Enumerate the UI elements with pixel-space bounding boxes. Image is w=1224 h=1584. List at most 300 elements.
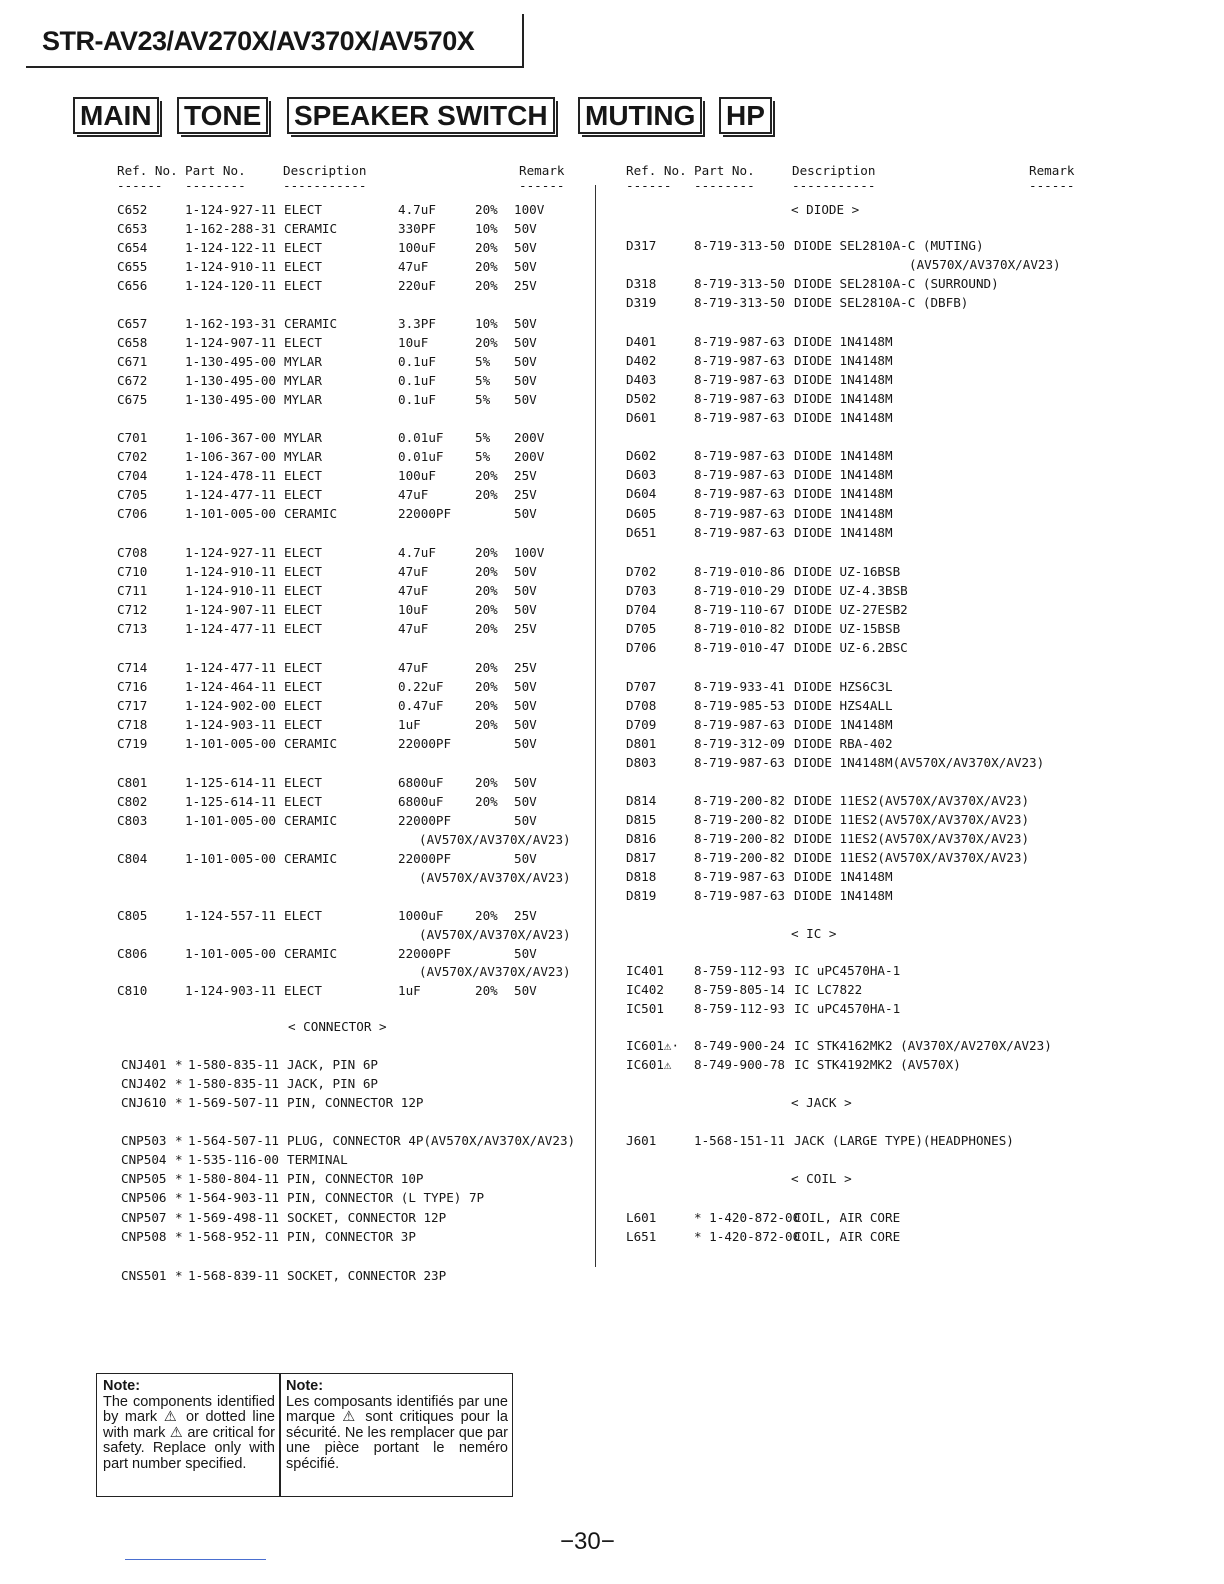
part-no: 1-101-005-00: [185, 851, 276, 866]
part-no: 1-124-477-11: [185, 487, 276, 502]
ref-no: D818: [626, 869, 657, 884]
right-dash-ref: ------: [626, 178, 672, 193]
voltage: 25V: [514, 468, 537, 483]
voltage: 50V: [514, 813, 537, 828]
ref-no: C718: [117, 717, 148, 732]
ref-no: CNP507: [121, 1210, 167, 1225]
description: ELECT: [284, 487, 322, 502]
part-no: 8-759-805-14: [694, 982, 785, 997]
description: DIODE 1N4148M: [794, 410, 893, 425]
description: ELECT: [284, 335, 322, 350]
part-no: 8-759-112-93: [694, 1001, 785, 1016]
ref-no: CNP506: [121, 1190, 167, 1205]
tolerance: 5%: [475, 354, 491, 369]
ref-no: C713: [117, 621, 148, 636]
voltage: 200V: [514, 449, 545, 464]
safety-note-french: [286, 1379, 508, 1472]
ref-no: D814: [626, 793, 657, 808]
description: ELECT: [284, 468, 322, 483]
description: ELECT: [284, 259, 322, 274]
description: DIODE HZS6C3L: [794, 679, 893, 694]
description: CERAMIC: [284, 813, 338, 828]
description: DIODE 11ES2(AV570X/AV370X/AV23): [794, 831, 1030, 846]
ref-no: C804: [117, 851, 148, 866]
value: 220uF: [398, 278, 436, 293]
voltage: 100V: [514, 202, 545, 217]
part-no: 1-568-151-11: [694, 1133, 785, 1148]
ref-no: D319: [626, 295, 657, 310]
part-no: 8-719-200-82: [694, 812, 785, 827]
ref-no: D709: [626, 717, 657, 732]
description: IC STK4162MK2 (AV370X/AV270X/AV23): [794, 1038, 1052, 1053]
value: 47uF: [398, 564, 429, 579]
part-no: 1-564-507-11: [188, 1133, 279, 1148]
tolerance: 20%: [475, 278, 498, 293]
ref-no: D604: [626, 486, 657, 501]
tolerance: 20%: [475, 717, 498, 732]
tolerance: 20%: [475, 583, 498, 598]
voltage: 50V: [514, 717, 537, 732]
value: 22000PF: [398, 851, 452, 866]
value: 0.1uF: [398, 392, 436, 407]
note-divider: [279, 1374, 281, 1496]
voltage: 25V: [514, 487, 537, 502]
description: MYLAR: [284, 373, 322, 388]
ref-no: D801: [626, 736, 657, 751]
description: (AV570X/AV370X/AV23): [909, 257, 1061, 272]
voltage: 25V: [514, 278, 537, 293]
tolerance: 20%: [475, 564, 498, 579]
description: ELECT: [284, 583, 322, 598]
description: DIODE SEL2810A-C (SURROUND): [794, 276, 999, 291]
description: PIN, CONNECTOR (L TYPE) 7P: [287, 1190, 485, 1205]
part-no: 8-719-200-82: [694, 850, 785, 865]
section-tab-hp: HP: [719, 97, 772, 134]
ref-no: D317: [626, 238, 657, 253]
voltage: 50V: [514, 392, 537, 407]
description: JACK, PIN 6P: [287, 1076, 378, 1091]
part-no: 1-130-495-00: [185, 392, 276, 407]
ref-no: C712: [117, 602, 148, 617]
left-dash-description: -----------: [283, 178, 367, 193]
description: < DIODE >: [791, 202, 860, 217]
voltage: 100V: [514, 545, 545, 560]
note-text-french: Les composants identifiés par une marque ⚠ sont critiques pour la sécurité. Ne les remplacer que par une pièce portant le neméro spécifié.: [286, 1393, 508, 1472]
part-no: 8-719-985-53: [694, 698, 785, 713]
description: ELECT: [284, 621, 322, 636]
tolerance: 20%: [475, 698, 498, 713]
section-tab-main: MAIN: [73, 97, 159, 134]
ref-no: D816: [626, 831, 657, 846]
description: DIODE UZ-4.3BSB: [794, 583, 908, 598]
part-no: 8-749-900-78: [694, 1057, 785, 1072]
voltage: 50V: [514, 983, 537, 998]
ref-no: C704: [117, 468, 148, 483]
tolerance: 20%: [475, 468, 498, 483]
ref-no: L601: [626, 1210, 657, 1225]
description: DIODE 1N4148M: [794, 467, 893, 482]
description: DIODE 11ES2(AV570X/AV370X/AV23): [794, 793, 1030, 808]
description: PIN, CONNECTOR 3P: [287, 1229, 416, 1244]
part-no: 1-130-495-00: [185, 354, 276, 369]
part-no: 8-719-010-82: [694, 621, 785, 636]
tolerance: 20%: [475, 621, 498, 636]
ref-no: C803: [117, 813, 148, 828]
ref-no: D703: [626, 583, 657, 598]
voltage: 50V: [514, 240, 537, 255]
value: 22000PF: [398, 813, 452, 828]
value: 47uF: [398, 583, 429, 598]
part-no: 8-719-987-63: [694, 869, 785, 884]
part-no: 1-580-804-11: [188, 1171, 279, 1186]
ref-no: C717: [117, 698, 148, 713]
ref-no: D706: [626, 640, 657, 655]
ref-no: D403: [626, 372, 657, 387]
voltage: 50V: [514, 679, 537, 694]
voltage: 50V: [514, 564, 537, 579]
description: SOCKET, CONNECTOR 12P: [287, 1210, 447, 1225]
description: DIODE 1N4148M: [794, 717, 893, 732]
value: 47uF: [398, 621, 429, 636]
remark: (AV570X/AV370X/AV23): [419, 832, 571, 847]
tolerance: 20%: [475, 545, 498, 560]
footer-line: [125, 1559, 266, 1560]
ref-no: C706: [117, 506, 148, 521]
safety-note-english: [103, 1379, 275, 1472]
ref-no: C711: [117, 583, 148, 598]
safety-mark: *: [175, 1268, 183, 1283]
tolerance: 20%: [475, 983, 498, 998]
value: 1uF: [398, 983, 421, 998]
ref-no: IC501: [626, 1001, 664, 1016]
description: < IC >: [791, 926, 837, 941]
voltage: 50V: [514, 794, 537, 809]
part-no: 1-101-005-00: [185, 813, 276, 828]
title-vertical-rule: [522, 14, 524, 68]
description: PIN, CONNECTOR 10P: [287, 1171, 424, 1186]
left-dash-part: --------: [185, 178, 246, 193]
ref-no: C705: [117, 487, 148, 502]
part-no: 1-569-498-11: [188, 1210, 279, 1225]
voltage: 50V: [514, 602, 537, 617]
description: ELECT: [284, 679, 322, 694]
part-no: 1-106-367-00: [185, 430, 276, 445]
tolerance: 20%: [475, 602, 498, 617]
part-no: 1-124-927-11: [185, 545, 276, 560]
part-no: 1-124-910-11: [185, 564, 276, 579]
value: 6800uF: [398, 794, 444, 809]
left-dash-ref: ------: [117, 178, 163, 193]
part-no: 8-719-987-63: [694, 353, 785, 368]
part-no: 1-580-835-11: [188, 1076, 279, 1091]
part-no: 8-719-010-47: [694, 640, 785, 655]
right-dash-remark: ------: [1029, 178, 1075, 193]
description: DIODE 1N4148M: [794, 391, 893, 406]
ref-no: J601: [626, 1133, 657, 1148]
part-no: 8-719-987-63: [694, 755, 785, 770]
description: < COIL >: [791, 1171, 852, 1186]
description: ELECT: [284, 794, 322, 809]
voltage: 50V: [514, 506, 537, 521]
description: JACK (LARGE TYPE)(HEADPHONES): [794, 1133, 1014, 1148]
voltage: 50V: [514, 583, 537, 598]
part-no: 8-719-987-63: [694, 525, 785, 540]
description: ELECT: [284, 545, 322, 560]
part-no: 1-101-005-00: [185, 506, 276, 521]
value: 3.3PF: [398, 316, 436, 331]
ref-no: D815: [626, 812, 657, 827]
part-no: 1-568-839-11: [188, 1268, 279, 1283]
ref-no: D605: [626, 506, 657, 521]
description: DIODE 1N4148M: [794, 372, 893, 387]
tolerance: 5%: [475, 392, 491, 407]
ref-no: C805: [117, 908, 148, 923]
description: CERAMIC: [284, 506, 338, 521]
description: DIODE 1N4148M: [794, 486, 893, 501]
part-no: 1-580-835-11: [188, 1057, 279, 1072]
ref-no: CNJ610: [121, 1095, 167, 1110]
description: DIODE UZ-16BSB: [794, 564, 901, 579]
part-no: 1-124-122-11: [185, 240, 276, 255]
note-text-english: The components identified by mark ⚠ or dotted line with mark ⚠ are critical for safety. Replace only with part number specified.: [103, 1393, 275, 1472]
voltage: 50V: [514, 354, 537, 369]
description: CERAMIC: [284, 736, 338, 751]
part-no: 8-719-987-63: [694, 486, 785, 501]
ref-no: D402: [626, 353, 657, 368]
ref-no: C716: [117, 679, 148, 694]
part-no: 1-101-005-00: [185, 736, 276, 751]
section-tab-speaker-switch: SPEAKER SWITCH: [287, 97, 555, 134]
ref-no: C655: [117, 259, 148, 274]
part-no: 1-162-288-31: [185, 221, 276, 236]
voltage: 50V: [514, 775, 537, 790]
description: CERAMIC: [284, 221, 338, 236]
right-header-ref: Ref. No.: [626, 163, 687, 178]
ref-no: C719: [117, 736, 148, 751]
voltage: 50V: [514, 698, 537, 713]
part-no: 8-719-987-63: [694, 372, 785, 387]
part-no: 1-162-193-31: [185, 316, 276, 331]
ref-no: C802: [117, 794, 148, 809]
ref-no: L651: [626, 1229, 657, 1244]
description: DIODE 1N4148M: [794, 334, 893, 349]
value: 0.1uF: [398, 354, 436, 369]
section-tab-muting: MUTING: [578, 97, 702, 134]
ref-no: C671: [117, 354, 148, 369]
ref-no: IC601⚠·: [626, 1038, 680, 1053]
right-dash-part: --------: [694, 178, 755, 193]
description: DIODE 1N4148M: [794, 888, 893, 903]
left-header-part: Part No.: [185, 163, 246, 178]
part-no: * 1-420-872-00: [694, 1229, 801, 1244]
voltage: 25V: [514, 908, 537, 923]
safety-mark: *: [175, 1095, 183, 1110]
description: IC uPC4570HA-1: [794, 1001, 901, 1016]
model-title: STR-AV23/AV270X/AV370X/AV570X: [42, 26, 475, 56]
ref-no: CNP503: [121, 1133, 167, 1148]
part-no: 8-719-987-63: [694, 506, 785, 521]
title-underline: [26, 66, 524, 68]
description: ELECT: [284, 908, 322, 923]
part-no: 8-719-987-63: [694, 717, 785, 732]
part-no: 8-719-010-29: [694, 583, 785, 598]
ref-no: C675: [117, 392, 148, 407]
description: ELECT: [284, 983, 322, 998]
part-no: 8-719-313-50: [694, 276, 785, 291]
safety-mark: *: [175, 1076, 183, 1091]
description: DIODE SEL2810A-C (DBFB): [794, 295, 969, 310]
part-no: 8-719-313-50: [694, 295, 785, 310]
value: 4.7uF: [398, 202, 436, 217]
page-number: −30−: [560, 1528, 615, 1555]
tolerance: 20%: [475, 259, 498, 274]
description: DIODE 1N4148M(AV570X/AV370X/AV23): [794, 755, 1045, 770]
safety-mark: *: [175, 1057, 183, 1072]
tolerance: 20%: [475, 202, 498, 217]
left-dash-remark: ------: [519, 178, 565, 193]
value: 0.22uF: [398, 679, 444, 694]
description: CERAMIC: [284, 946, 338, 961]
connector-heading: < CONNECTOR >: [288, 1019, 387, 1034]
ref-no: D702: [626, 564, 657, 579]
safety-mark: *: [175, 1133, 183, 1148]
part-no: 1-124-907-11: [185, 602, 276, 617]
part-no: 1-124-477-11: [185, 621, 276, 636]
description: MYLAR: [284, 392, 322, 407]
value: 100uF: [398, 240, 436, 255]
ref-no: D502: [626, 391, 657, 406]
safety-mark: *: [175, 1171, 183, 1186]
value: 1000uF: [398, 908, 444, 923]
description: DIODE 1N4148M: [794, 506, 893, 521]
description: ELECT: [284, 240, 322, 255]
value: 0.1uF: [398, 373, 436, 388]
note-heading-french: Note:: [286, 1378, 324, 1394]
voltage: 50V: [514, 259, 537, 274]
description: ELECT: [284, 717, 322, 732]
voltage: 50V: [514, 335, 537, 350]
ref-no: C657: [117, 316, 148, 331]
description: IC uPC4570HA-1: [794, 963, 901, 978]
tolerance: 20%: [475, 487, 498, 502]
right-header-part: Part No.: [694, 163, 755, 178]
part-no: 1-125-614-11: [185, 775, 276, 790]
safety-note-box: [96, 1373, 513, 1497]
part-no: 1-535-116-00: [188, 1152, 279, 1167]
description: MYLAR: [284, 354, 322, 369]
description: CERAMIC: [284, 316, 338, 331]
part-no: 1-106-367-00: [185, 449, 276, 464]
part-no: 1-124-902-00: [185, 698, 276, 713]
part-no: 1-124-477-11: [185, 660, 276, 675]
tolerance: 20%: [475, 240, 498, 255]
ref-no: IC402: [626, 982, 664, 997]
description: COIL, AIR CORE: [794, 1229, 901, 1244]
description: IC LC7822: [794, 982, 863, 997]
ref-no: C658: [117, 335, 148, 350]
ref-no: D817: [626, 850, 657, 865]
description: DIODE UZ-27ESB2: [794, 602, 908, 617]
ref-no: D603: [626, 467, 657, 482]
voltage: 25V: [514, 621, 537, 636]
ref-no: D651: [626, 525, 657, 540]
description: ELECT: [284, 775, 322, 790]
part-no: 8-719-313-50: [694, 238, 785, 253]
part-no: 1-124-927-11: [185, 202, 276, 217]
description: CERAMIC: [284, 851, 338, 866]
description: SOCKET, CONNECTOR 23P: [287, 1268, 447, 1283]
voltage: 50V: [514, 373, 537, 388]
description: ELECT: [284, 278, 322, 293]
ref-no: CNS501: [121, 1268, 167, 1283]
description: DIODE 1N4148M: [794, 448, 893, 463]
part-no: 1-124-910-11: [185, 583, 276, 598]
tolerance: 5%: [475, 373, 491, 388]
value: 6800uF: [398, 775, 444, 790]
remark: (AV570X/AV370X/AV23): [419, 870, 571, 885]
voltage: 200V: [514, 430, 545, 445]
ref-no: C710: [117, 564, 148, 579]
part-no: 1-125-614-11: [185, 794, 276, 809]
part-no: 8-719-933-41: [694, 679, 785, 694]
voltage: 25V: [514, 660, 537, 675]
part-no: 8-719-200-82: [694, 793, 785, 808]
part-no: 8-719-987-63: [694, 467, 785, 482]
part-no: 8-719-987-63: [694, 410, 785, 425]
description: DIODE 1N4148M: [794, 353, 893, 368]
tolerance: 20%: [475, 908, 498, 923]
part-no: 8-749-900-24: [694, 1038, 785, 1053]
part-no: 1-124-120-11: [185, 278, 276, 293]
ref-no: CNJ401: [121, 1057, 167, 1072]
tolerance: 20%: [475, 775, 498, 790]
tolerance: 20%: [475, 679, 498, 694]
value: 330PF: [398, 221, 436, 236]
remark: (AV570X/AV370X/AV23): [419, 964, 571, 979]
column-divider: [595, 185, 596, 1267]
section-tab-tone: TONE: [177, 97, 268, 134]
ref-no: IC601⚠: [626, 1057, 672, 1072]
ref-no: C714: [117, 660, 148, 675]
ref-no: D401: [626, 334, 657, 349]
tolerance: 10%: [475, 316, 498, 331]
value: 0.01uF: [398, 449, 444, 464]
value: 47uF: [398, 487, 429, 502]
ref-no: CNP504: [121, 1152, 167, 1167]
part-no: 8-719-200-82: [694, 831, 785, 846]
part-no: 1-124-910-11: [185, 259, 276, 274]
left-header-description: Description: [283, 163, 367, 178]
ref-no: D708: [626, 698, 657, 713]
part-no: 8-719-987-63: [694, 334, 785, 349]
ref-no: C708: [117, 545, 148, 560]
ref-no: D704: [626, 602, 657, 617]
part-no: 8-719-110-67: [694, 602, 785, 617]
voltage: 50V: [514, 946, 537, 961]
tolerance: 5%: [475, 449, 491, 464]
part-no: 8-719-987-63: [694, 448, 785, 463]
safety-mark: *: [175, 1210, 183, 1225]
part-no: 1-568-952-11: [188, 1229, 279, 1244]
part-no: 1-124-903-11: [185, 717, 276, 732]
ref-no: D601: [626, 410, 657, 425]
part-no: 8-719-987-63: [694, 888, 785, 903]
description: IC STK4192MK2 (AV570X): [794, 1057, 961, 1072]
description: DIODE HZS4ALL: [794, 698, 893, 713]
part-no: 1-569-507-11: [188, 1095, 279, 1110]
ref-no: D707: [626, 679, 657, 694]
voltage: 50V: [514, 736, 537, 751]
